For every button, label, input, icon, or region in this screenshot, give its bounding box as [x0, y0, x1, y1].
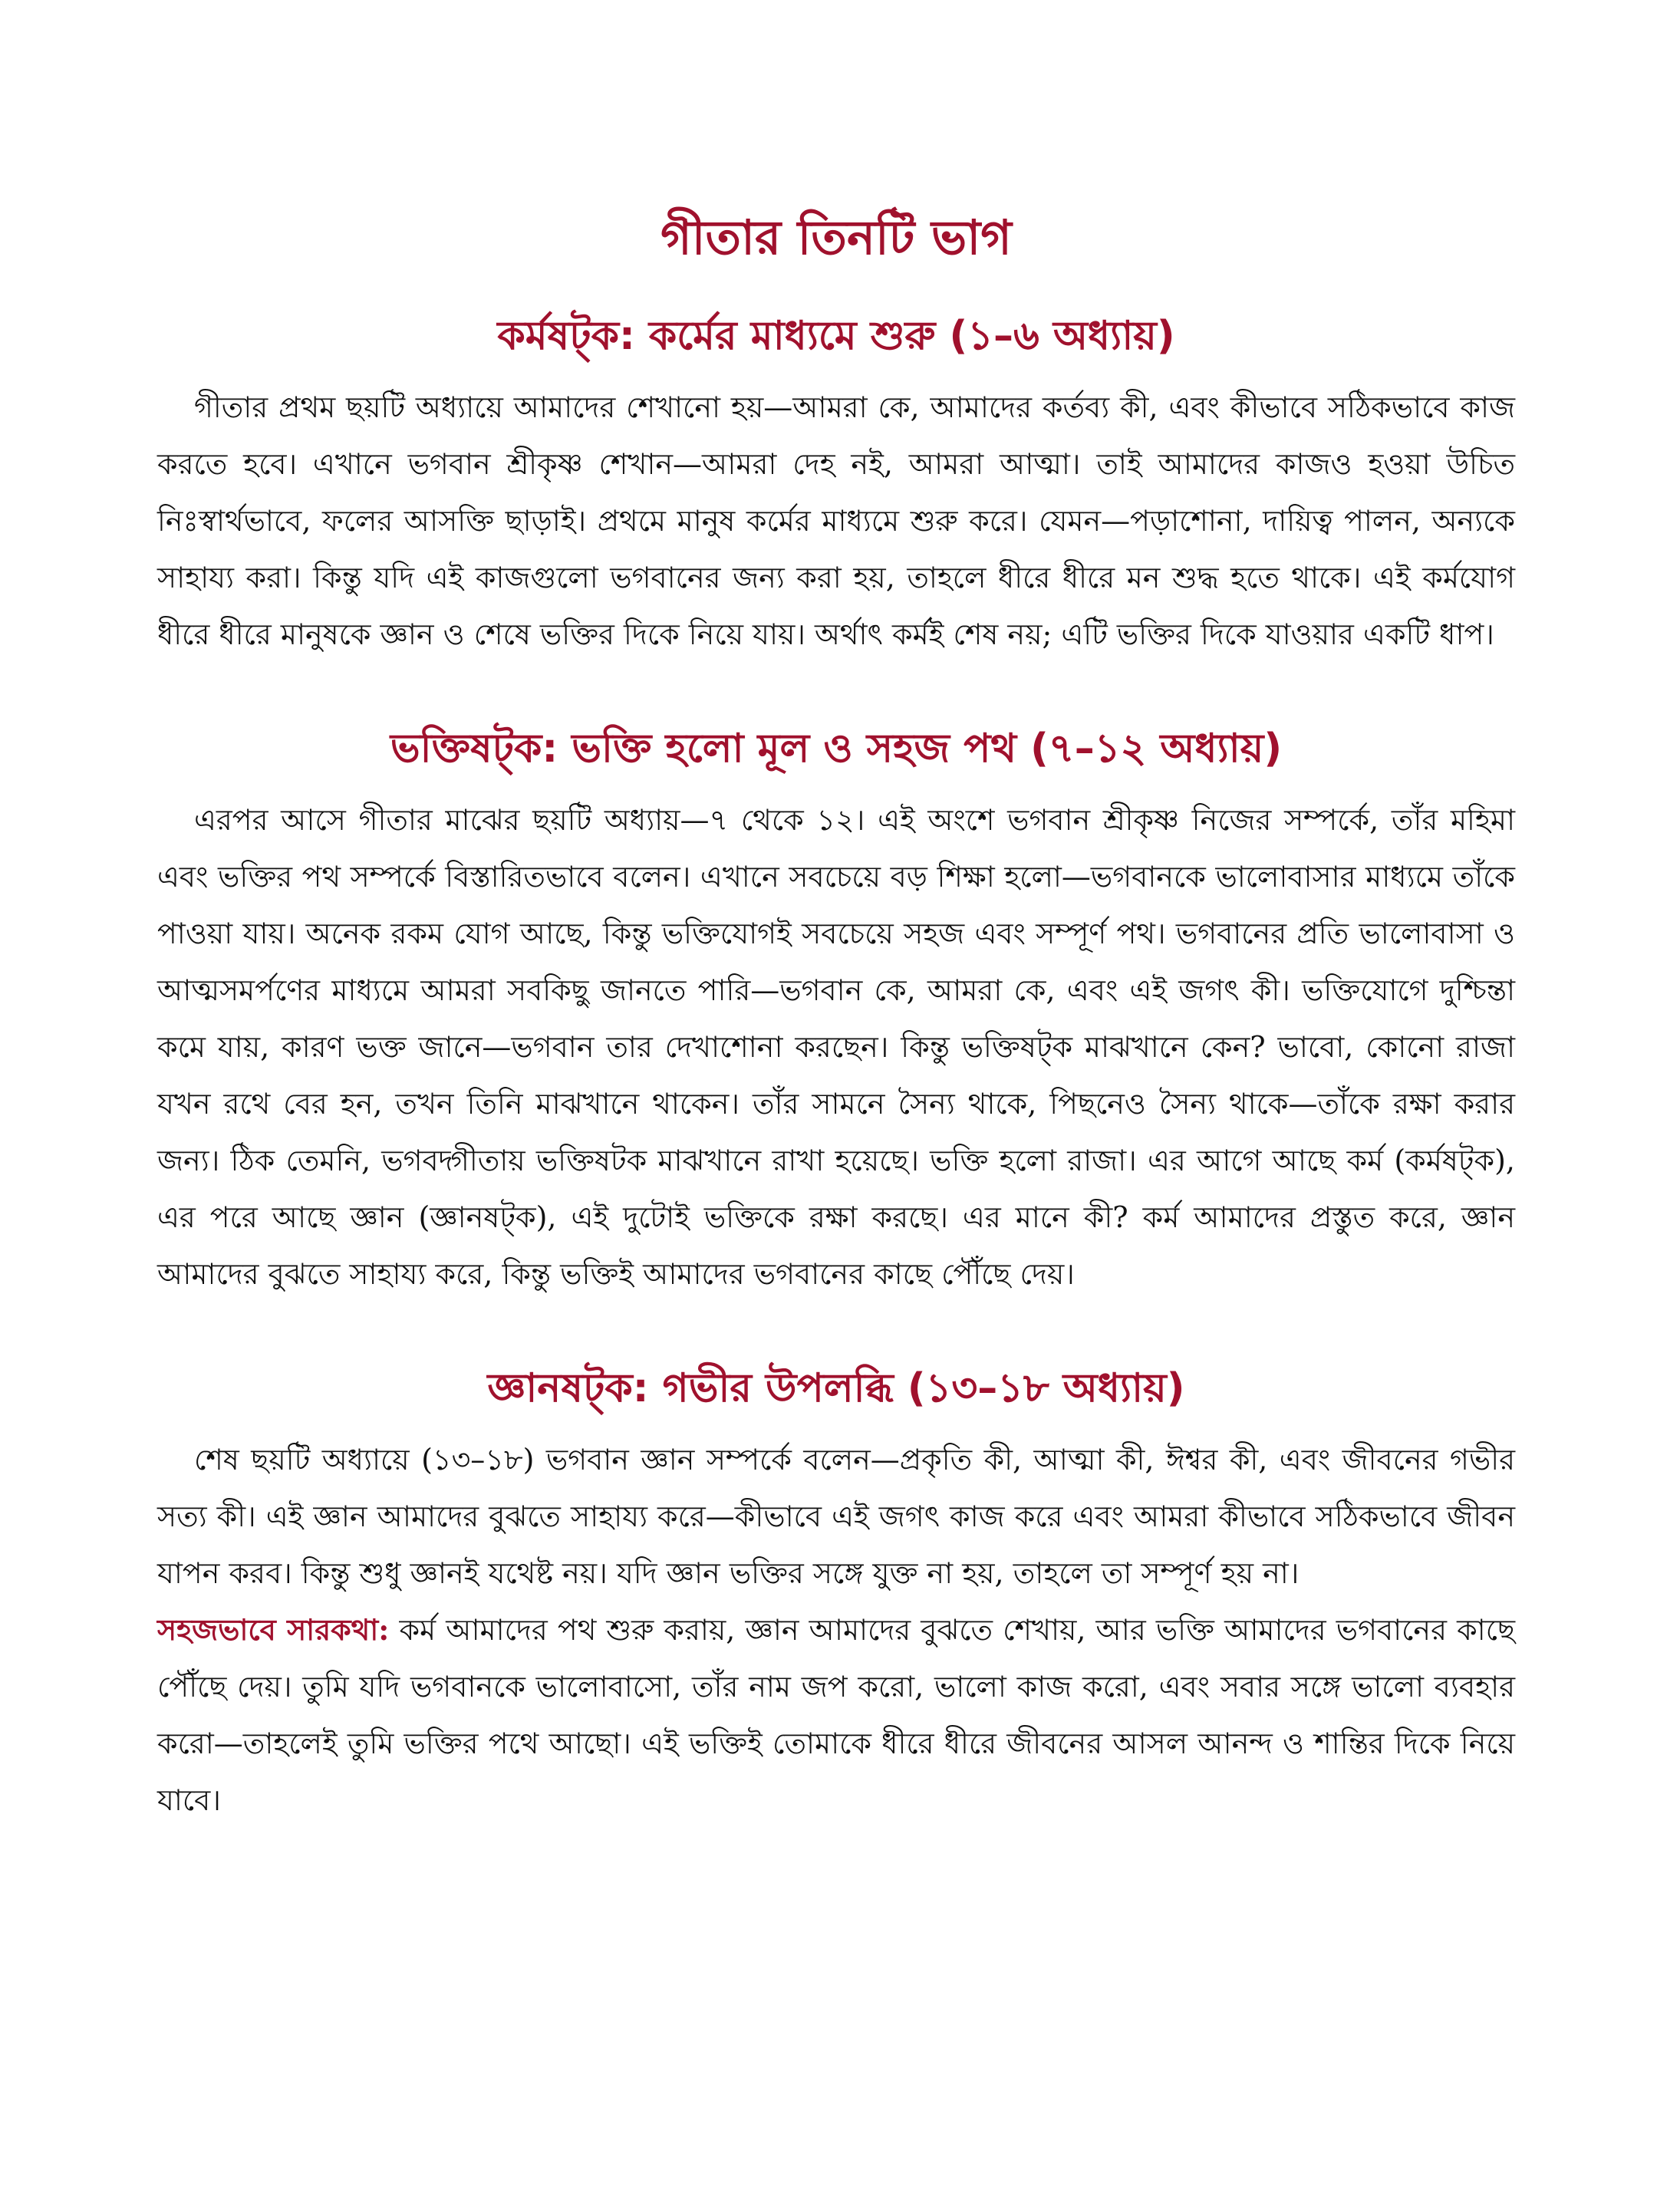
section-paragraph-bhakti: এরপর আসে গীতার মাঝের ছয়টি অধ্যায়—৭ থেকে ১২। এই অংশে ভগবান শ্রীকৃষ্ণ নিজের সম্পর্কে, তাঁর মহিমা এবং ভক্তির পথ সম্পর্কে বিস্তারিতভাবে বলেন। এখানে সবচেয়ে বড় শিক্ষা হলো—ভগবানকে ভালোবাসার মাধ্যমে তাঁকে পাওয়া যায়। অনেক রকম যোগ আছে, কিন্তু ভক্তিযোগই সবচেয়ে সহজ এবং সম্পূর্ণ পথ। ভগবানের প্রতি ভালোবাসা ও আত্মসমর্পণের মাধ্যমে আমরা সবকিছু জানতে পারি—ভগবান কে, আমরা কে, এবং এই জগৎ কী। ভক্তিযোগে দুশ্চিন্তা কমে যায়, কারণ ভক্ত জানে—ভগবান তার দেখাশোনা করছেন। কিন্তু ভক্তিষট্‌ক মাঝখানে কেন? ভাবো, কোনো রাজা যখন রথে বের হন, তখন তিনি মাঝখানে থাকেন। তাঁর সামনে সৈন্য থাকে, পিছনেও সৈন্য থাকে—তাঁকে রক্ষা করার জন্য। ঠিক তেমনি, ভগবদ্গীতায় ভক্তিষটক মাঝখানে রাখা হয়েছে। ভক্তি হলো রাজা। এর আগে আছে কর্ম (কর্মষট্‌ক), এর পরে আছে জ্ঞান (জ্ঞানষট্‌ক), এই দুটোই ভক্তিকে রক্ষা করছে। এর মানে কী? কর্ম আমাদের প্রস্তুত করে, জ্ঞান আমাদের বুঝতে সাহায্য করে, কিন্তু ভক্তিই আমাদের ভগবানের কাছে পৌঁছে দেয়।: [157, 803, 1515, 1291]
section-paragraph-jnana: শেষ ছয়টি অধ্যায়ে (১৩–১৮) ভগবান জ্ঞান সম্পর্কে বলেন—প্রকৃতি কী, আত্মা কী, ঈশ্বর কী, এবং জীবনের গভীর সত্য কী। এই জ্ঞান আমাদের বুঝতে সাহায্য করে—কীভাবে এই জগৎ কাজ করে এবং আমরা কীভাবে সঠিকভাবে জীবন যাপন করব। কিন্তু শুধু জ্ঞানই যথেষ্ট নয়। যদি জ্ঞান ভক্তির সঙ্গে যুক্ত না হয়, তাহলে তা সম্পূর্ণ হয় না।: [157, 1443, 1515, 1590]
section-karma: [157, 298, 1515, 663]
section-jnana: [157, 1350, 1515, 1829]
section-heading-bhakti: ভক্তিষট্‌ক: ভক্তি হলো মূল ও সহজ পথ (৭–১২ অধ্যায়): [390, 726, 1283, 772]
summary-paragraph: [157, 1602, 1515, 1829]
summary-text: কর্ম আমাদের পথ শুরু করায়, জ্ঞান আমাদের বুঝতে শেখায়, আর ভক্তি আমাদের ভগবানের কাছে পৌঁছে দেয়। তুমি যদি ভগবানকে ভালোবাসো, তাঁর নাম জপ করো, ভালো কাজ করো, এবং সবার সঙ্গে ভালো ব্যবহার করো—তাহলেই তুমি ভক্তির পথে আছো। এই ভক্তিই তোমাকে ধীরে ধীরে জীবনের আসল আনন্দ ও শান্তির দিকে নিয়ে যাবে।: [157, 1613, 1515, 1817]
section-bhakti: [157, 710, 1515, 1302]
section-heading-karma: কর্মষট্‌ক: কর্মের মাধ্যমে শুরু (১–৬ অধ্যায়): [497, 313, 1175, 359]
page-title: গীতার তিনটি ভাগ: [660, 209, 1012, 265]
summary-label: সহজভাবে সারকথা:: [157, 1612, 390, 1647]
section-heading-jnana: জ্ঞানষট্‌ক: গভীর উপলব্ধি (১৩–১৮ অধ্যায়): [487, 1365, 1185, 1411]
document-page: [157, 192, 1515, 1829]
section-paragraph-karma: গীতার প্রথম ছয়টি অধ্যায়ে আমাদের শেখানো হয়—আমরা কে, আমাদের কর্তব্য কী, এবং কীভাবে সঠিকভাবে কাজ করতে হবে। এখানে ভগবান শ্রীকৃষ্ণ শেখান—আমরা দেহ নই, আমরা আত্মা। তাই আমাদের কাজও হওয়া উচিত নিঃস্বার্থভাবে, ফলের আসক্তি ছাড়াই। প্রথমে মানুষ কর্মের মাধ্যমে শুরু করে। যেমন—পড়াশোনা, দায়িত্ব পালন, অন্যকে সাহায্য করা। কিন্তু যদি এই কাজগুলো ভগবানের জন্য করা হয়, তাহলে ধীরে ধীরে মন শুদ্ধ হতে থাকে। এই কর্মযোগ ধীরে ধীরে মানুষকে জ্ঞান ও শেষে ভক্তির দিকে নিয়ে যায়। অর্থাৎ কর্মই শেষ নয়; এটি ভক্তির দিকে যাওয়ার একটি ধাপ।: [157, 390, 1515, 651]
